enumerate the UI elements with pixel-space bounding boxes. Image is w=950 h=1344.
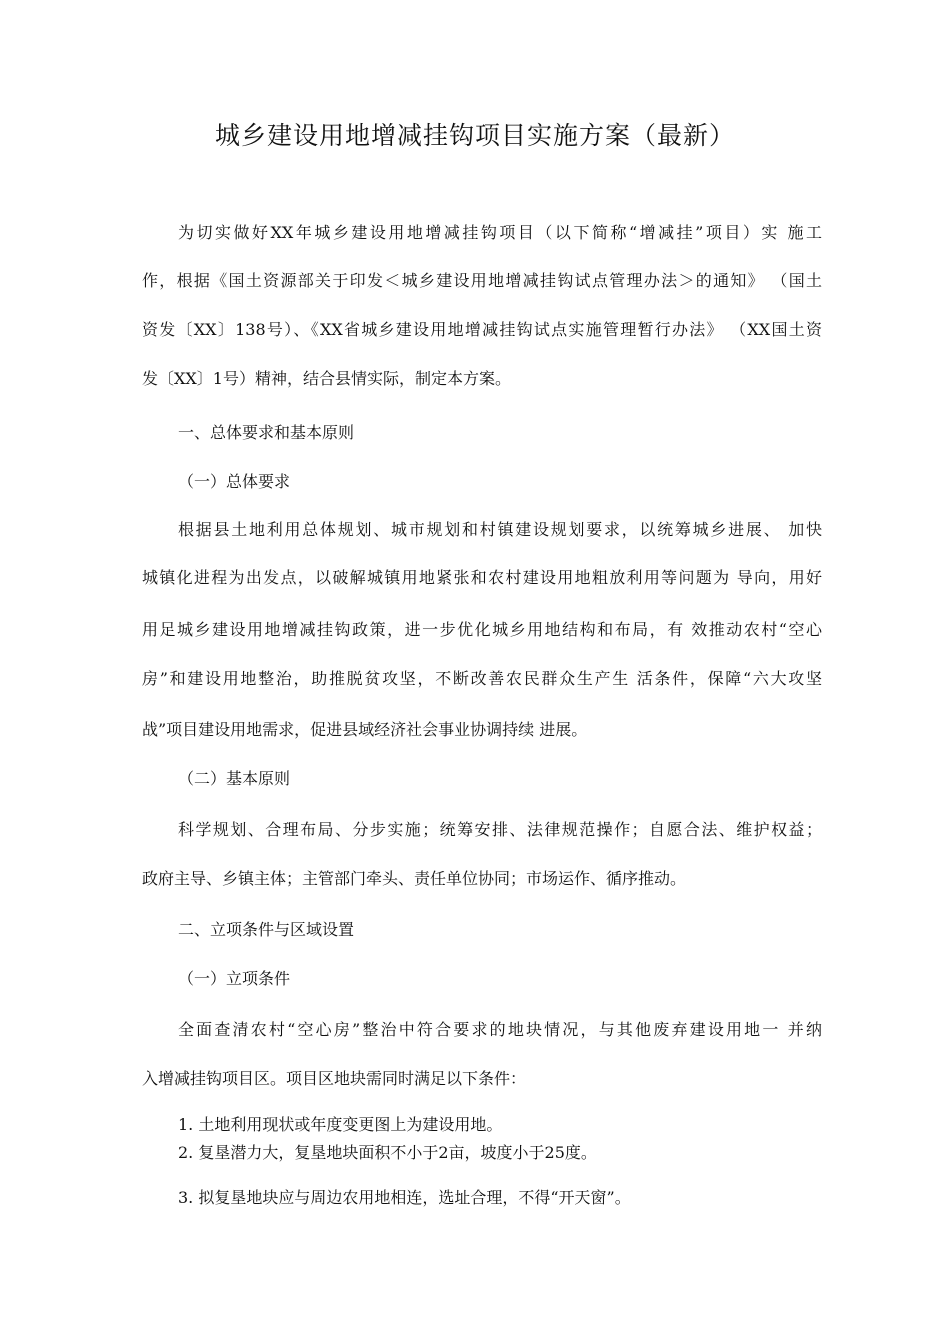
intro-line-2: 作，根据《国土资源部关于印发＜城乡建设用地增减挂钩试点管理办法＞的通知》 （国土 [142,271,822,290]
requirements-line-2: 城镇化进程为出发点，以破解城镇用地紧张和农村建设用地粗放利用等问题为 导向，用好 [142,568,822,587]
subsection-heading-1-1: （一）总体要求 [178,472,291,491]
requirements-line-1: 根据县土地利用总体规划、城市规划和村镇建设规划要求，以统筹城乡进展、 加快 [178,520,822,539]
principles-line-2: 政府主导、乡镇主体；主管部门牵头、责任单位协同；市场运作、循序推动。 [142,869,687,888]
requirements-line-5: 战”项目建设用地需求，促进县域经济社会事业协调持续 进展。 [142,720,588,739]
requirements-line-3: 用足城乡建设用地增减挂钩政策，进一步优化城乡用地结构和布局，有 效推动农村“空心 [142,620,822,639]
principles-line-1: 科学规划、合理布局、分步实施；统筹安排、法律规范操作；自愿合法、维护权益； [178,820,822,839]
condition-item-3: 3. 拟复垦地块应与周边农用地相连，选址合理，不得“开天窗”。 [178,1188,631,1207]
subsection-heading-1-2: （二）基本原则 [178,769,291,788]
intro-line-4: 发〔XX〕1号）精神，结合县情实际，制定本方案。 [142,369,511,388]
intro-line-3: 资发〔XX〕138号）、《XX省城乡建设用地增减挂钩试点实施管理暂行办法》 （XX国土资 [142,320,822,339]
requirements-line-4: 房”和建设用地整治，助推脱贫攻坚，不断改善农民群众生产生 活条件，保障“六大攻坚 [142,669,822,688]
document-title: 城乡建设用地增减挂钩项目实施方案（最新） [214,121,735,150]
section-heading-1: 一、总体要求和基本原则 [178,423,355,442]
section-heading-2: 二、立项条件与区域设置 [178,920,355,939]
intro-line-1: 为切实做好XX年城乡建设用地增减挂钩项目（以下简称“增减挂”项目）实 施工 [178,223,822,242]
conditions-intro-line-2: 入增减挂钩项目区。项目区地块需同时满足以下条件： [142,1069,527,1088]
conditions-intro-line-1: 全面查清农村“空心房”整治中符合要求的地块情况，与其他废弃建设用地一 并纳 [178,1020,822,1039]
subsection-heading-2-1: （一）立项条件 [178,969,291,988]
condition-item-1: 1. 土地利用现状或年度变更图上为建设用地。 [178,1115,503,1134]
condition-item-2: 2. 复垦潜力大，复垦地块面积不小于2亩，坡度小于25度。 [178,1143,597,1162]
